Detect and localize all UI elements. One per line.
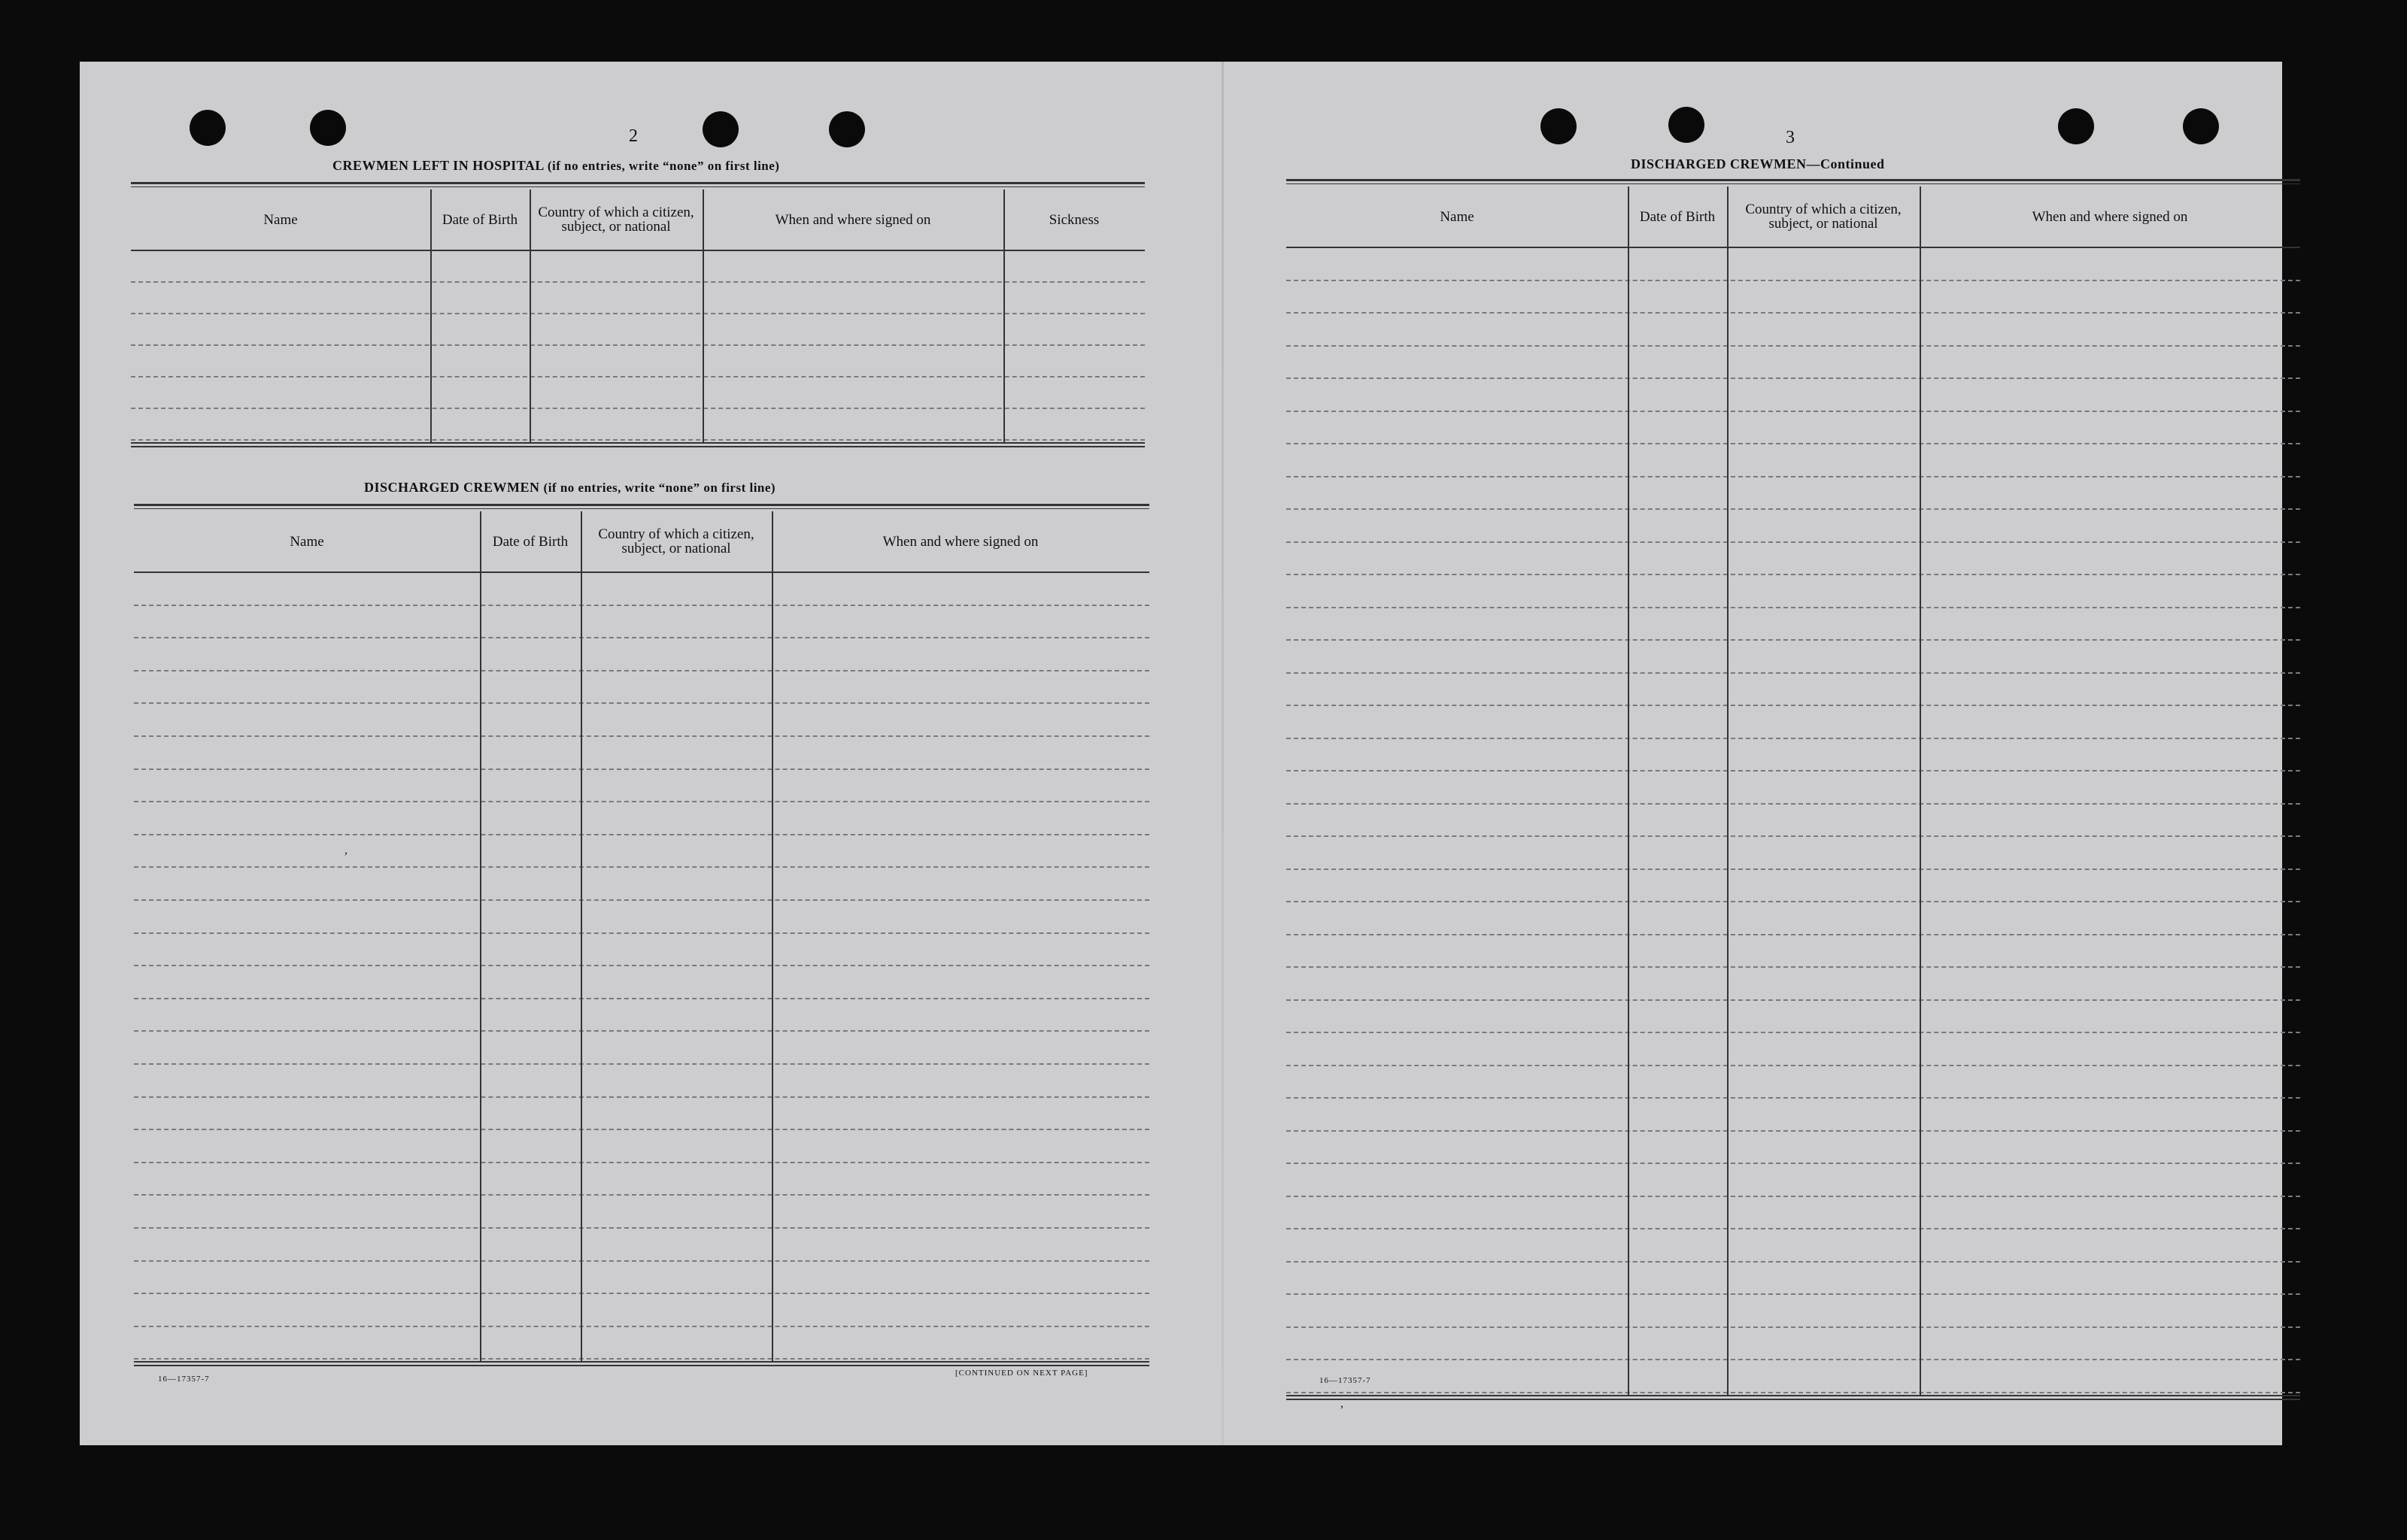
continued-row-line bbox=[1286, 869, 2300, 870]
continued-row-line bbox=[1286, 999, 2300, 1001]
continued-column-divider bbox=[1920, 186, 1921, 1395]
discharged-row-line bbox=[134, 1096, 1149, 1098]
punch-hole-5 bbox=[1540, 108, 1577, 144]
discharged-column-divider bbox=[772, 511, 773, 1361]
discharged-instruction: (if no entries, write “none” on first line) bbox=[543, 480, 776, 495]
right-form-number: 16—17357-7 bbox=[1319, 1376, 1371, 1385]
discharged-header-date-of-birth: Date of Birth bbox=[492, 533, 569, 550]
discharged-row-line bbox=[134, 670, 1149, 671]
continued-row-line bbox=[1286, 1130, 2300, 1132]
discharged-row-line bbox=[134, 1326, 1149, 1327]
discharged-row-line bbox=[134, 735, 1149, 737]
continued-row-line bbox=[1286, 705, 2300, 706]
discharged-continued-table bbox=[1286, 179, 2300, 1357]
discharged-row-line bbox=[134, 1030, 1149, 1032]
punch-hole-4 bbox=[829, 111, 865, 147]
continued-row-line bbox=[1286, 1032, 2300, 1033]
discharged-row-line bbox=[134, 801, 1149, 802]
hospital-bottom-rule-2 bbox=[131, 446, 1145, 447]
continued-header-country: Country of which a citizen, subject, or national bbox=[1745, 202, 1902, 232]
continued-row-line bbox=[1286, 1065, 2300, 1066]
continued-row-line bbox=[1286, 443, 2300, 444]
discharged-row-line bbox=[134, 834, 1149, 835]
discharged-row-line bbox=[134, 1129, 1149, 1130]
continued-row-line bbox=[1286, 1228, 2300, 1229]
discharged-row-line bbox=[134, 932, 1149, 934]
discharged-section-title bbox=[364, 480, 776, 496]
discharged-row-line bbox=[134, 899, 1149, 901]
hospital-header-rule bbox=[131, 250, 1145, 251]
stray-mark: , bbox=[345, 844, 348, 856]
continued-row-line bbox=[1286, 738, 2300, 739]
hospital-header-country: Country of which a citizen, subject, or national bbox=[538, 205, 694, 235]
continued-column-divider bbox=[1628, 186, 1629, 1395]
hospital-column-divider bbox=[703, 189, 704, 442]
hospital-header-sickness: Sickness bbox=[1049, 211, 1100, 228]
continued-row-line bbox=[1286, 377, 2300, 379]
hospital-row-line bbox=[131, 439, 1145, 441]
continued-row-line bbox=[1286, 1196, 2300, 1197]
punch-hole-3 bbox=[703, 111, 739, 147]
continued-top-rule bbox=[1286, 179, 2300, 181]
hospital-title-text: CREWMEN LEFT IN HOSPITAL bbox=[332, 158, 544, 173]
hospital-section-title bbox=[332, 158, 779, 174]
discharged-bottom-rule bbox=[134, 1361, 1149, 1363]
continued-row-line bbox=[1286, 835, 2300, 837]
continued-column-divider bbox=[1727, 186, 1729, 1395]
discharged-bottom-rule-2 bbox=[134, 1365, 1149, 1366]
discharged-header-rule bbox=[134, 571, 1149, 573]
continued-row-line bbox=[1286, 803, 2300, 805]
continued-row-line bbox=[1286, 1359, 2300, 1360]
continued-row-line bbox=[1286, 901, 2300, 902]
left-page-number: 2 bbox=[629, 126, 638, 146]
left-form-number: 16—17357-7 bbox=[158, 1375, 210, 1384]
continued-row-line bbox=[1286, 672, 2300, 674]
hospital-column-divider bbox=[430, 189, 432, 442]
discharged-row-line bbox=[134, 965, 1149, 966]
continued-bottom-rule bbox=[1286, 1395, 2300, 1396]
continued-row-line bbox=[1286, 345, 2300, 347]
continued-row-line bbox=[1286, 508, 2300, 510]
continued-row-line bbox=[1286, 312, 2300, 314]
continued-row-line bbox=[1286, 1163, 2300, 1164]
punch-hole-2 bbox=[310, 110, 346, 146]
continued-row-line bbox=[1286, 280, 2300, 281]
continued-bottom-rule-2 bbox=[1286, 1399, 2300, 1400]
right-page-number: 3 bbox=[1786, 128, 1795, 147]
continued-row-line bbox=[1286, 934, 2300, 935]
discharged-row-line bbox=[134, 637, 1149, 638]
discharged-header-signed-on: When and where signed on bbox=[882, 533, 1039, 550]
hospital-header-name: Name bbox=[263, 211, 298, 228]
continued-row-line bbox=[1286, 1097, 2300, 1099]
continued-header-date-of-birth: Date of Birth bbox=[1639, 208, 1716, 225]
page-fold bbox=[1222, 62, 1224, 1445]
hospital-header-date-of-birth: Date of Birth bbox=[442, 211, 518, 228]
hospital-row-line bbox=[131, 313, 1145, 314]
discharged-row-line bbox=[134, 1293, 1149, 1294]
continued-row-line bbox=[1286, 1293, 2300, 1295]
stray-mark-right: , bbox=[1340, 1397, 1343, 1410]
discharged-column-divider bbox=[480, 511, 481, 1361]
continued-row-line bbox=[1286, 541, 2300, 543]
hospital-row-line bbox=[131, 376, 1145, 377]
continued-top-rule-thin bbox=[1286, 183, 2300, 184]
hospital-column-divider bbox=[1003, 189, 1005, 442]
hospital-row-line bbox=[131, 344, 1145, 346]
discharged-row-line bbox=[134, 1358, 1149, 1360]
discharged-header-name: Name bbox=[290, 533, 324, 550]
continued-row-line bbox=[1286, 411, 2300, 412]
discharged-continued-title: DISCHARGED CREWMEN—Continued bbox=[1631, 156, 1885, 171]
hospital-table bbox=[131, 182, 1145, 513]
discharged-row-line bbox=[134, 1227, 1149, 1229]
discharged-row-line bbox=[134, 998, 1149, 999]
continued-row-line bbox=[1286, 639, 2300, 641]
discharged-top-rule-thin bbox=[134, 508, 1149, 509]
hospital-top-rule-thin bbox=[131, 186, 1145, 187]
discharged-row-line bbox=[134, 1063, 1149, 1065]
discharged-row-line bbox=[134, 1194, 1149, 1196]
discharged-header-country: Country of which a citizen, subject, or national bbox=[598, 526, 754, 556]
document-sheet bbox=[80, 62, 2282, 1445]
punch-hole-1 bbox=[190, 110, 226, 146]
discharged-row-line bbox=[134, 866, 1149, 868]
punch-hole-7 bbox=[2058, 108, 2094, 144]
hospital-bottom-rule bbox=[131, 442, 1145, 444]
continued-header-rule bbox=[1286, 247, 2300, 248]
hospital-header-signed-on: When and where signed on bbox=[775, 211, 931, 228]
discharged-top-rule bbox=[134, 504, 1149, 506]
discharged-row-line bbox=[134, 1162, 1149, 1163]
punch-hole-6 bbox=[1668, 107, 1704, 143]
discharged-column-divider bbox=[581, 511, 582, 1361]
continued-row-line bbox=[1286, 770, 2300, 772]
hospital-column-divider bbox=[530, 189, 531, 442]
continued-row-line bbox=[1286, 607, 2300, 608]
discharged-row-line bbox=[134, 605, 1149, 606]
hospital-top-rule bbox=[131, 182, 1145, 184]
hospital-instruction: (if no entries, write “none” on first line) bbox=[547, 159, 780, 173]
discharged-row-line bbox=[134, 1260, 1149, 1262]
continued-note: [CONTINUED ON NEXT PAGE] bbox=[955, 1369, 1088, 1378]
punch-hole-8 bbox=[2183, 108, 2219, 144]
continued-header-signed-on: When and where signed on bbox=[2032, 208, 2188, 225]
continued-row-line bbox=[1286, 476, 2300, 477]
continued-header-name: Name bbox=[1440, 208, 1474, 225]
continued-row-line bbox=[1286, 1326, 2300, 1328]
hospital-row-line bbox=[131, 281, 1145, 283]
continued-row-line bbox=[1286, 574, 2300, 575]
continued-row-line bbox=[1286, 966, 2300, 968]
discharged-table bbox=[134, 504, 1149, 1358]
hospital-row-line bbox=[131, 408, 1145, 409]
discharged-title-text: DISCHARGED CREWMEN bbox=[364, 480, 540, 495]
discharged-row-line bbox=[134, 702, 1149, 704]
continued-row-line bbox=[1286, 1261, 2300, 1263]
continued-row-line bbox=[1286, 1392, 2300, 1393]
discharged-row-line bbox=[134, 768, 1149, 770]
